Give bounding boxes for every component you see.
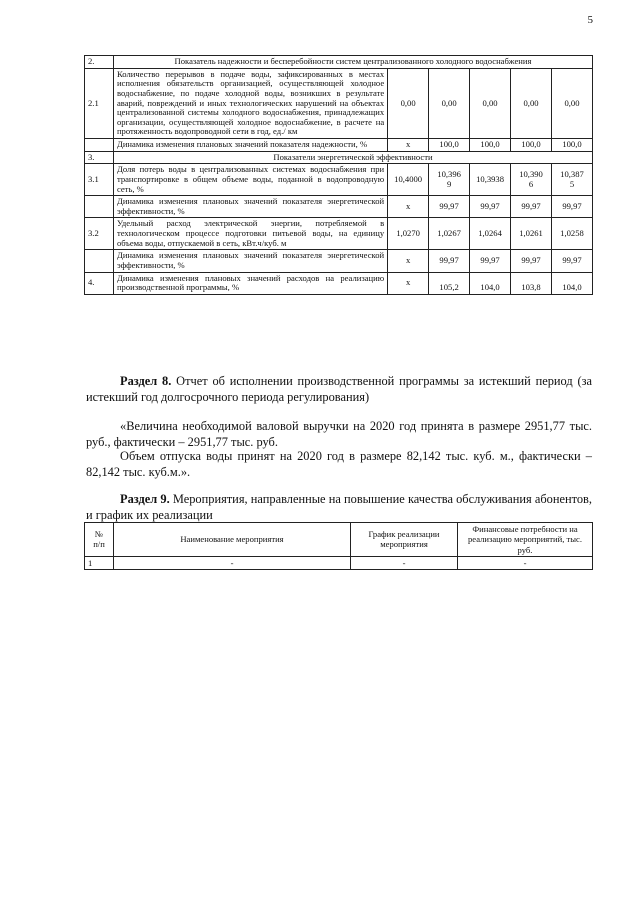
value-cell: 0,00 <box>511 68 552 138</box>
indicators-table <box>84 55 593 295</box>
value-cell: 104,0 <box>470 272 511 294</box>
value-cell: 0,00 <box>388 68 429 138</box>
value-cell: 100,0 <box>470 139 511 152</box>
row-number-empty <box>85 139 114 152</box>
section-number: 3. <box>85 151 114 164</box>
value-cell: х <box>388 272 429 294</box>
value-cell: 100,0 <box>552 139 593 152</box>
table-row <box>85 196 593 218</box>
value-cell: 100,0 <box>511 139 552 152</box>
value-cell: 0,00 <box>470 68 511 138</box>
indicator-description: Динамика изменения плановых значений показателя надежности, % <box>113 139 387 152</box>
table-row <box>85 218 593 250</box>
value-cell: 99,97 <box>552 196 593 218</box>
section-9-text: Мероприятия, направленные на повышение качества обслуживания абонентов, и график их реализации <box>86 492 592 523</box>
row-number-empty <box>85 250 114 272</box>
measure-name-cell: - <box>114 556 351 569</box>
value-cell: х <box>388 250 429 272</box>
value-cell: 104,0 <box>552 272 593 294</box>
water-volume-paragraph: Объем отпуска воды принят на 2020 год в размере 82,142 тыс. куб. м., фактически – 82,142 тыс. куб.м.». <box>86 449 592 480</box>
row-number: 3.2 <box>85 218 114 250</box>
row-number: 1 <box>85 556 114 569</box>
indicator-description: Количество перерывов в подаче воды, зафиксированных в местах исполнения обязательств организацией, осуществляющей холодное водоснабжение, по подаче холодной воды, возникших в результате аварий, повреждений и иных технологических нарушений на объектах централизованной системы холодного водоснабжения, принадлежащих организации, осуществляющей холодное водоснабжение, в расчете на протяженность водопроводной сети в год, ед./ км <box>113 68 387 138</box>
indicator-description: Динамика изменения плановых значений показателя энергетической эффективности, % <box>113 196 387 218</box>
value-cell: 99,97 <box>429 250 470 272</box>
value-cell: 100,0 <box>429 139 470 152</box>
value-cell: 1,0270 <box>388 218 429 250</box>
header-schedule: График реализации мероприятия <box>351 523 458 557</box>
value-cell: 10,396 9 <box>429 164 470 196</box>
value-cell: 99,97 <box>511 250 552 272</box>
table-row <box>85 556 593 569</box>
row-number: 3.1 <box>85 164 114 196</box>
value-cell: 1,0261 <box>511 218 552 250</box>
table-row <box>85 151 593 164</box>
indicator-description: Доля потерь воды в централизованных системах водоснабжения при транспортировке в общем объеме воды, поданной в водопроводную сеть, % <box>113 164 387 196</box>
value-cell: 0,00 <box>552 68 593 138</box>
value-cell: х <box>388 139 429 152</box>
section-title: Показатели энергетической эффективности <box>113 151 592 164</box>
finance-cell: - <box>458 556 593 569</box>
section-8-heading <box>86 373 592 405</box>
value-cell: 99,97 <box>511 196 552 218</box>
table-row <box>85 164 593 196</box>
section-8-label: Раздел 8. <box>120 374 172 389</box>
value-cell: 99,97 <box>429 196 470 218</box>
indicator-description: Динамика изменения плановых значений расходов на реализацию производственной программы, % <box>113 272 387 294</box>
value-cell: 1,0264 <box>470 218 511 250</box>
table-row <box>85 139 593 152</box>
table-header-row <box>85 523 593 557</box>
value-cell: 10,3938 <box>470 164 511 196</box>
schedule-cell: - <box>351 556 458 569</box>
value-cell: 99,97 <box>470 196 511 218</box>
section-8-text: Отчет об исполнении производственной программы за истекший период (за истекший год долгосрочного периода регулирования) <box>86 374 592 405</box>
value-cell: 1,0267 <box>429 218 470 250</box>
indicator-description: Динамика изменения плановых значений показателя энергетической эффективности, % <box>113 250 387 272</box>
section-9-heading <box>86 491 592 523</box>
table-row <box>85 68 593 138</box>
value-cell: х <box>388 196 429 218</box>
indicator-description: Удельный расход электрической энергии, потребляемой в технологическом процессе подготовки питьевой воды, на единицу объема воды, отпускаемой в сеть, кВт.ч/куб. м <box>113 218 387 250</box>
section-title: Показатель надежности и бесперебойности систем централизованного холодного водоснабжения <box>113 56 592 69</box>
revenue-paragraph: «Величина необходимой валовой выручки на 2020 год принята в размере 2951,77 тыс. руб., фактически – 2951,77 тыс. руб. <box>86 419 592 450</box>
section-number: 2. <box>85 56 114 69</box>
value-cell: 105,2 <box>429 272 470 294</box>
value-cell: 103,8 <box>511 272 552 294</box>
value-cell: 99,97 <box>470 250 511 272</box>
row-number: 4. <box>85 272 114 294</box>
table-row <box>85 56 593 69</box>
header-number: № п/п <box>85 523 114 557</box>
page-number: 5 <box>587 14 593 26</box>
value-cell: 1,0258 <box>552 218 593 250</box>
header-finance: Финансовые потребности на реализацию мероприятий, тыс. руб. <box>458 523 593 557</box>
header-measure-name: Наименование мероприятия <box>114 523 351 557</box>
table-row <box>85 272 593 294</box>
value-cell: 99,97 <box>552 250 593 272</box>
value-cell: 0,00 <box>429 68 470 138</box>
row-number-empty <box>85 196 114 218</box>
value-cell: 10,390 6 <box>511 164 552 196</box>
section-9-label: Раздел 9. <box>120 492 170 507</box>
measures-table <box>84 522 593 570</box>
value-cell: 10,4000 <box>388 164 429 196</box>
row-number: 2.1 <box>85 68 114 138</box>
table-row <box>85 250 593 272</box>
value-cell: 10,387 5 <box>552 164 593 196</box>
